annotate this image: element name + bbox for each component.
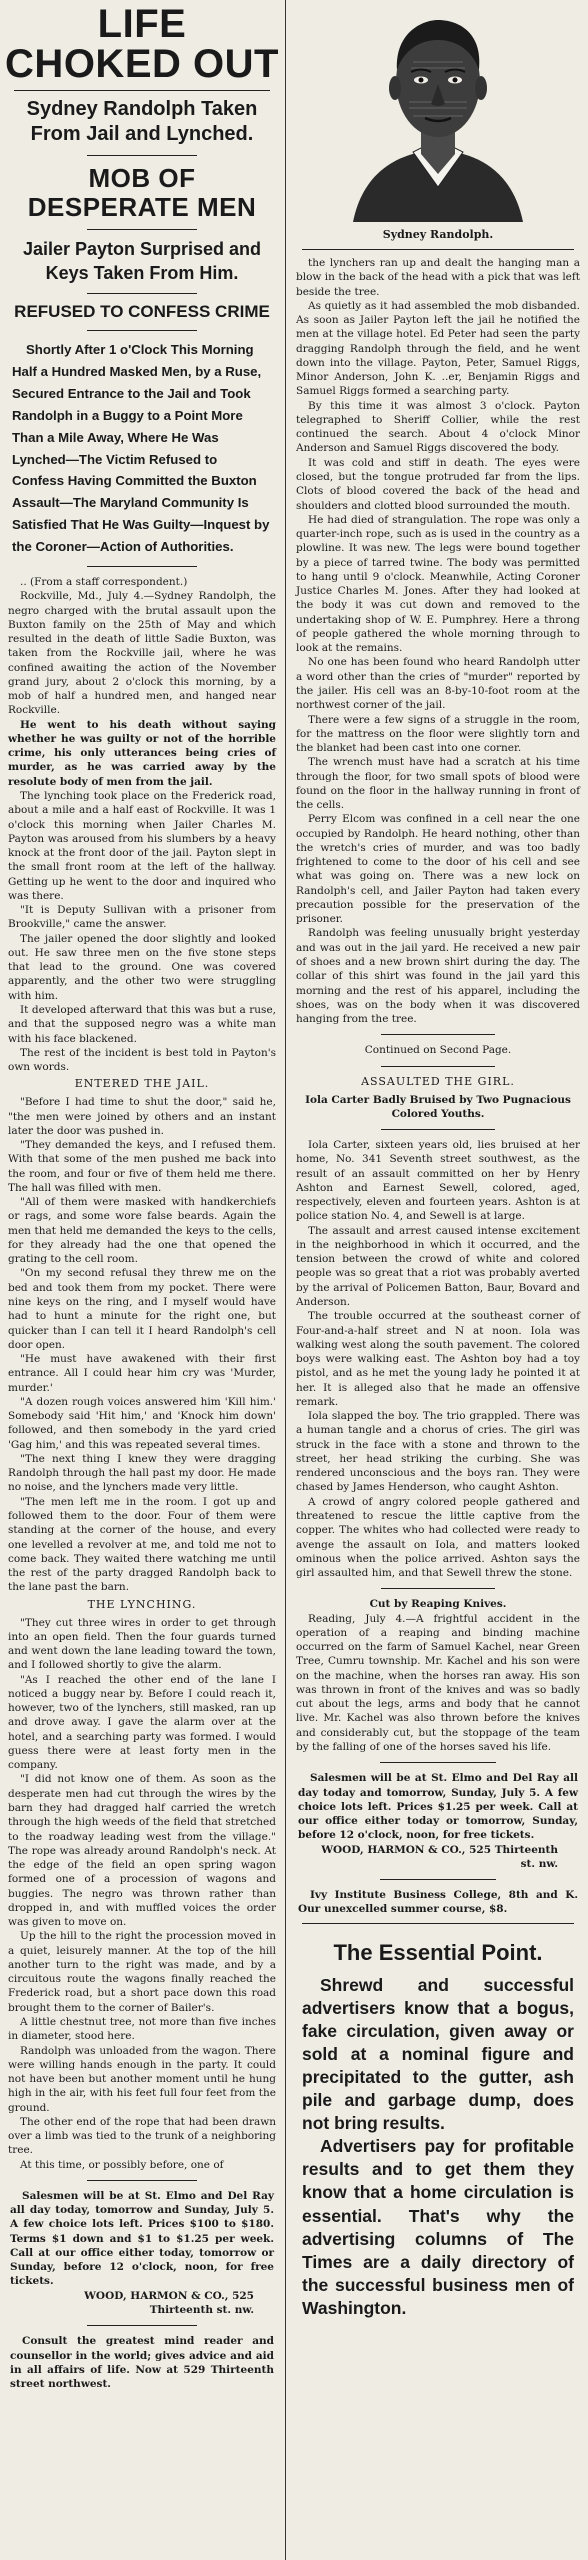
- article-paragraph: Randolph was feeling unusually bright yesterday and was out in the jail yard. He received a new pair of shoes and a new brown shirt during the day. The collar of this shirt was found in the jail yard this morning and the rest of his apparel, including the shoes, was on the body when it was discovered hanging from the tree.: [296, 927, 580, 1026]
- article-deck: Shortly After 1 o'Clock This Morning Half a Hundred Masked Men, by a Ruse, Secured Entrance to the Jail and Took Randolph in a Buggy to a Point More Than a Mile Away, Where He Was Lynched—The Victim Refused to Confess Having Committed the Buxton Assault—The Maryland Community Is Satisfied That He Was Guilty—Inquest by the Coroner—Action of Authorities.: [12, 341, 270, 555]
- essential-point-text: Shrewd and successful advertisers know that a bogus, fake circulation, given away or sold at a nominal figure and precipitated to the gutter, ash pile and garbage dump, does not bring results.: [302, 1974, 574, 2134]
- right-column: [292, 0, 584, 2320]
- portrait-caption: Sydney Randolph.: [382, 228, 494, 241]
- article-paragraph: the lynchers ran up and dealt the hanging man a blow in the back of the head with a pick that was left beside the tree.: [296, 257, 580, 298]
- article-paragraph: Perry Elcom was confined in a cell near the one occupied by Randolph. He heard nothing, other than the wretch's cries of murder, and was too badly frightened to come to the door of his cell and see what was going on. There was a new lock on Randolph's cell, and Jailer Payton had taken every precaution possible for the preservation of the prisoner.: [296, 813, 580, 926]
- article-paragraph: "I did not know one of them. As soon as the desperate men had cut through the wires by the barn they had dragged half carried the wretch through the high weeds of the field that stretched to the roadway leading west from the village." The rope was already around Randolph's neck. At the edge of the field an open spring wagon formed one of a procession of wagons and buggies. The negro was thrown rather than dropped in, and with muffled voices the order was given to move on.: [8, 1773, 276, 1929]
- article-paragraph: "On my second refusal they threw me on the bed and took them from my pocket. There were nine keys on the ring, and I myself would have had to hunt a minute for the right one, but quicker than I can tell it I heard Randolph's cell door open.: [8, 1267, 276, 1351]
- divider: [87, 293, 197, 294]
- article-paragraph: "It is Deputy Sullivan with a prisoner from Brookville," came the answer.: [8, 904, 276, 931]
- article-paragraph: At this time, or possibly before, one of: [20, 2158, 224, 2171]
- section-heading-assault: ASSAULTED THE GIRL.: [361, 1074, 515, 1088]
- article-paragraph: A little chestnut tree, not more than five inches in diameter, stood here.: [8, 2015, 276, 2043]
- ad-text: Salesmen will be at St. Elmo and Del Ray all day today and tomorrow, Sunday, July 5. A few choice lots left. Prices $1.25 per week. Call at our office either today or tomorrow, Sunday, before 12 o'clock, noon, for free tickets.: [298, 1772, 578, 1842]
- article-paragraph: As quietly as it had assembled the mob disbanded. As soon as Jailer Payton left the jail he notified the men at the village hotel. Ed Peter had seen the party dragging Randolph through the field, and he went down into the village. Payton, Peter, Samuel Riggs, Minor Anderson, John K. ..er, Benjamin Riggs and Samuel Riggs formed a searching party.: [296, 299, 580, 398]
- article-paragraph: The lynching took place on the Frederick road, about a mile and a half east of Rockville. It was 1 o'clock this morning when Jailer Charles M. Payton was aroused from his slumbers by a heavy knock at the front door of the jail. Payton slept in the small front room at the left of the hallway. Getting up he went to the door and inquired who was there.: [8, 790, 276, 902]
- article-paragraph: By this time it was almost 3 o'clock. Payton telegraphed to Sheriff Collier, while the rest continued the search. About 4 o'clock Minor Anderson and Samuel Riggs discovered the body.: [296, 399, 580, 455]
- divider: [380, 1879, 497, 1880]
- classified-ad: [10, 2334, 274, 2391]
- classified-ad: [298, 1888, 578, 1917]
- divider: [87, 2180, 197, 2181]
- subhead-refused: REFUSED TO CONFESS CRIME: [14, 301, 270, 321]
- divider: [302, 1923, 574, 1924]
- article-paragraph: The trouble occurred at the southeast corner of Four-and-a-half street and N at noon. Iola was walking west along the south pavement. The colored boys were walking east. The Ashton boy had a toy pistol, and as he met the young lady he pointed it at her. It is alleged also that he made an offensive remark.: [296, 1310, 580, 1408]
- article-paragraph: He had died of strangulation. The rope was only a quarter-inch rope, such as is used in the country as a plowline. It was new. The legs were bound together by a piece of tarred twine. The body was permitted to hang until 9 o'clock. Meanwhile, Acting Coroner Justice Charles M. Jones. After they had looked at the body it was cut down and removed to the undertaking shop of W. E. Pumphrey. Here a throng of people gathered the whole morning through to look at the remains.: [296, 513, 580, 655]
- article-paragraph: "A dozen rough voices answered him 'Kill him.' Somebody said 'Hit him,' and 'Knock him down' followed, and then somebody in the yard cried 'Gag him,' and this was repeated several times.: [8, 1395, 276, 1451]
- divider: [381, 1066, 495, 1067]
- article-paragraph: There were a few signs of a struggle in the room, for the mattress on the floor were slightly torn and the blanket had been cast into one corner.: [296, 713, 580, 755]
- section-heading-entered-jail: ENTERED THE JAIL.: [74, 1077, 210, 1091]
- continued-note: Continued on Second Page.: [364, 1044, 512, 1057]
- column-rule: [285, 0, 286, 2560]
- subhead-jailer: Jailer Payton Surprised and Keys Taken From Him.: [22, 239, 262, 283]
- divider: [380, 1762, 497, 1763]
- article-paragraph: It developed afterward that this was but a ruse, and that the supposed negro was a white man with his face blackened.: [8, 1004, 276, 1045]
- divider: [87, 566, 197, 567]
- subhead-mob: MOB OF DESPERATE MEN: [27, 163, 257, 222]
- article-paragraph: "Before I had time to shut the door," said he, "the men were joined by others and an instant later the door was pushed in.: [8, 1096, 276, 1137]
- divider: [87, 155, 197, 156]
- divider: [87, 2325, 197, 2326]
- article-paragraph: Iola Carter, sixteen years old, lies bruised at her home, No. 341 Seventh street southwest, as the result of an assault committed on her by Henry Ashton and Earnest Sewell, colored, aged, respectively, eleven and fourteen years. Ashton is at police station No. 4, and Sewell is at large.: [296, 1139, 580, 1223]
- classified-ad: [10, 2189, 274, 2317]
- article-paragraph: "The men left me in the room. I got up and followed them to the door. Four of them were standing at the corner of the house, and every one levelled a revolver at me, and told me not to come back. They waited there watching me until the rest of the party dragged Randolph back to the lane past the barn.: [8, 1495, 276, 1594]
- portrait-engraving: [343, 2, 533, 222]
- article-paragraph: "As I reached the other end of the lane I noticed a buggy near by. Before I could reach it, however, two of the lynchers, still masked, ran up and drove away. I gave the alarm over at the hotel, and a searching party was formed. I would guess there were at least forty men in the company.: [8, 1673, 276, 1772]
- article-paragraph: "They cut three wires in order to get through into an open field. Then the four guards turned and went down the lane leading toward the town, and I followed shortly to give the alarm.: [8, 1616, 276, 1672]
- ad-text: Salesmen will be at St. Elmo and Del Ray all day today, tomorrow and Sunday, July 5. A few choice lots left. Prices $100 to $180. Terms $1 down and $1 to $1.25 per week. Call at our office either today, tomorrow or Sunday, before 12 o'clock, noon, for free tickets.: [10, 2189, 274, 2288]
- article-paragraph: He went to his death without saying whether he was guilty or not of the horrible crime, his only utterances being cries of murder, as he was carried away by the resolute body of men from the jail.: [8, 718, 276, 788]
- article-paragraph: The jailer opened the door slightly and looked out. He saw three men on the five stone steps that lead to the ground. One was covered apparently, and the other two were struggling with him.: [8, 932, 276, 1002]
- article-paragraph: "The next thing I knew they were dragging Randolph through the hall past my door. He made no noise, and the lynchers made very little.: [8, 1452, 276, 1494]
- essential-point-text: Advertisers pay for profitable results and to get them they know that a home circulation is essential. That's why the advertising columns of The Times are a daily directory of the successful business men of Washington.: [302, 2136, 574, 2318]
- divider: [381, 1034, 495, 1035]
- divider: [14, 90, 270, 91]
- article-paragraph: "All of them were masked with handkerchiefs or rags, and some wore false beards. Again the men that held me demanded the keys to the cells, for they already had the one that opened the grating to the cell room.: [8, 1196, 276, 1266]
- divider: [87, 330, 197, 331]
- article-paragraph: The assault and arrest caused intense excitement in the neighborhood in which it occurred, and the tension between the crowd of white and colored people was so great that a riot was probably averted by the arrival of Policemen Batton, Baur, Bovard and Anderson.: [296, 1224, 580, 1309]
- article-paragraph: "He must have awakened with their first entrance. All I could hear him cry was 'Murder, murder.': [8, 1353, 276, 1394]
- section-heading-knives: Cut by Reaping Knives.: [369, 1598, 507, 1611]
- article-paragraph: Randolph was unloaded from the wagon. There were willing hands enough in the party. It could not have been but another moment until he hung high in the air, with his feet full four feet from the ground.: [8, 2044, 276, 2114]
- divider: [381, 1588, 495, 1589]
- ad-signature: WOOD, HARMON & CO., 525 Thirteenth st. nw.: [321, 1843, 558, 1870]
- article-paragraph: Up the hill to the right the procession moved in a quiet, leisurely manner. At the top of the hill another turn to the right was made, and by a circuitous route the wagons finally reached the Frederick road, but a short pace down this road brought them to the corner of Bailer's.: [8, 1930, 276, 2014]
- left-column: [4, 0, 280, 2391]
- divider: [87, 229, 197, 230]
- article-paragraph: The other end of the rope that had been drawn over a limb was tied to the trunk of a neighboring tree.: [8, 2115, 276, 2157]
- ad-signature: WOOD, HARMON & CO., 525 Thirteenth st. nw.: [84, 2289, 254, 2317]
- article-paragraph: Rockville, Md., July 4.—Sydney Randolph, the negro charged with the brutal assault upon the Buxton family on the 25th of May and which resulted in the death of little Sadie Buxton, was taken from the Rockville jail, where he was confined awaiting the action of the November grand jury, about 2 o'clock this morning, by a mob of half a hundred men, and hanged near Rockville.: [8, 590, 276, 717]
- ad-text: Consult the greatest mind reader and counsellor in the world; gives advice and aid in all affairs of life. Now at 529 Thirteenth street northwest.: [10, 2335, 274, 2391]
- section-heading-lynching: THE LYNCHING.: [87, 1597, 197, 1611]
- classified-ad: [298, 1771, 578, 1871]
- article-paragraph: The wrench must have had a scratch at his time through the floor, for two small spots of blood were found on the floor in the hallway running in front of the cells.: [296, 756, 580, 812]
- subhead-randolph: Sydney Randolph Taken From Jail and Lynched.: [26, 98, 258, 145]
- article-paragraph: It was cold and stiff in death. The eyes were closed, but the tongue protruded far from the lips. Clots of blood covered the back of the head and shoulders and clotted blood surrounded the mouth.: [296, 456, 580, 512]
- article-body: [8, 575, 276, 2172]
- essential-point-title: The Essential Point.: [333, 1939, 543, 1965]
- headline: LIFE CHOKED OUT: [5, 2, 279, 86]
- article-paragraph: Iola slapped the boy. The trio grappled. There was a human tangle and a chorus of cries. The girl was struck in the face with a stone and thrown to the street, her head striking the curbing. She was rendered unconscious and the boys ran. They were chased by James Henderson, who caught Ashton.: [296, 1410, 580, 1494]
- article-paragraph: "They demanded the keys, and I refused them. With that some of the men pushed me back into the room, and four or five of them held me there. The hall was filled with men.: [8, 1139, 276, 1194]
- portrait: [292, 2, 584, 226]
- article-paragraph: A crowd of angry colored people gathered and threatened to rescue the little captive from the copper. The whites who had collected were ready to avenge the assault on Iola, and matters looked ominous when the police arrived. Ashton says the girl assaulted him, and that Sewell threw the stone.: [296, 1495, 580, 1580]
- article-paragraph: The rest of the incident is best told in Payton's own words.: [8, 1046, 276, 1074]
- ad-text: Ivy Institute Business College, 8th and K. Our unexcelled summer course, $8.: [298, 1889, 578, 1916]
- correspondent-line: .. (From a staff correspondent.): [20, 576, 188, 589]
- article-continuation: [296, 256, 580, 1754]
- divider: [302, 249, 574, 250]
- article-paragraph: Reading, July 4.—A frightful accident in the operation of a reaping and binding machine occurred on the farm of Samuel Kachel, near Green Tree, Cumru township. Mr. Kachel and his son were on the machine, when the horses ran away. His son was thrown in front of the knives and was so badly cut about the legs, arms and body that he cannot live. Mr. Kachel was also thrown before the knives and considerably cut, but the stoppage of the team by the falling of one of the horses saved his life.: [296, 1612, 580, 1753]
- assault-subhead: Iola Carter Badly Bruised by Two Pugnacious Colored Youths.: [305, 1093, 571, 1120]
- article-paragraph: No one has been found who heard Randolph utter a word other than the cries of "murder" reported by the jailer. His cell was an 8-by-10-foot room at the northwest corner of the jail.: [296, 656, 580, 712]
- divider: [381, 1129, 495, 1130]
